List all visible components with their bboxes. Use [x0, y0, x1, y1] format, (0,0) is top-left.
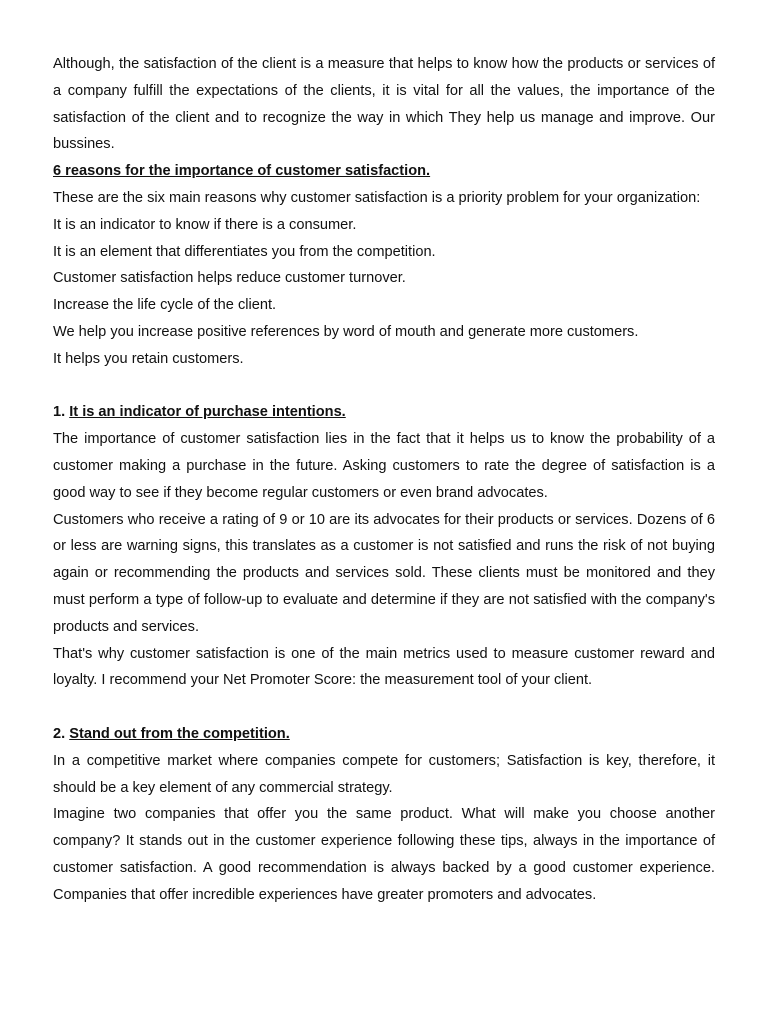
section-2-title: Stand out from the competition. — [69, 725, 290, 742]
section-2-paragraph: In a competitive market where companies compete for customers; Satisfaction is key, therefore, it should be a key element of any commercial strategy. — [53, 752, 715, 796]
section-1-paragraph: Customers who receive a rating of 9 or 10 are its advocates for their products or services. Dozens of 6 or less are warning signs, this translates as a customer is not satisfied and runs the risk of not buying again or recommending the products and services sold. These clients must be monitored and they must perform a type of follow-up to evaluate and determine if they are not satisfied with the company's products and services. — [53, 511, 715, 635]
reasons-heading-text: 6 reasons for the importance of customer satisfaction. — [53, 163, 431, 180]
reason-item: It is an indicator to know if there is a consumer. — [53, 216, 357, 233]
spacer — [53, 373, 715, 400]
section-2-number: 2. — [53, 725, 66, 742]
reasons-intro: These are the six main reasons why customer satisfaction is a priority problem for your organization: — [53, 189, 701, 206]
reason-item: It is an element that differentiates you from the competition. — [53, 243, 436, 260]
section-1-title: It is an indicator of purchase intentions. — [69, 404, 346, 421]
section-1-heading — [53, 399, 715, 426]
reason-item: Customer satisfaction helps reduce customer turnover. — [53, 270, 406, 287]
reason-item: We help you increase positive references by word of mouth and generate more customers. — [53, 323, 639, 340]
reasons-list — [53, 212, 715, 373]
section-1-paragraph: That's why customer satisfaction is one of the main metrics used to measure customer reward and loyalty. I recommend your Net Promoter Score: the measurement tool of your client. — [53, 645, 715, 689]
section-1-paragraph: The importance of customer satisfaction lies in the fact that it helps us to know the probability of a customer making a purchase in the future. Asking customers to rate the degree of satisfaction is a good way to see if they become regular customers or even brand advocates. — [53, 431, 715, 501]
section-2-paragraph: Imagine two companies that offer you the same product. What will make you choose another company? It stands out in the customer experience following these tips, always in the importance of customer satisfaction. A good recommendation is always backed by a good customer experience. Companies that offer incredible experiences have greater promoters and advocates. — [53, 806, 715, 903]
reason-item: Increase the life cycle of the client. — [53, 297, 277, 314]
section-1-number: 1. — [53, 404, 66, 421]
document-page — [53, 51, 715, 909]
section-2-heading — [53, 721, 715, 748]
spacer — [53, 694, 715, 721]
reasons-heading — [53, 158, 715, 185]
reason-item: It helps you retain customers. — [53, 350, 244, 367]
intro-paragraph: Although, the satisfaction of the client is a measure that helps to know how the products or services of a company fulfill the expectations of the clients, it is vital for all the values, the importance of the satisfaction of the client and to recognize the way in which They help us manage and improve. Our bussines. — [53, 56, 715, 153]
